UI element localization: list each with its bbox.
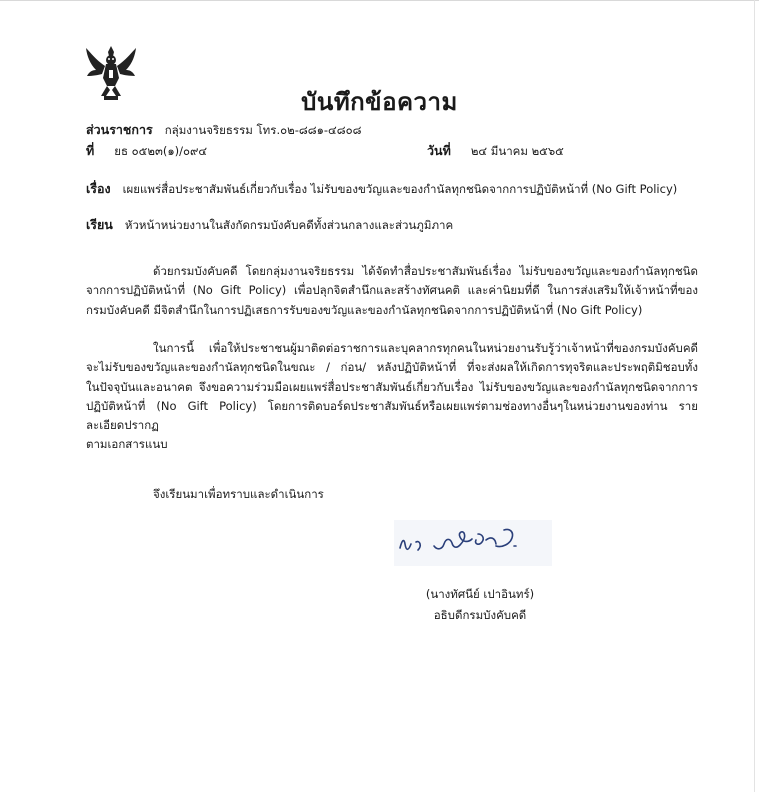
paragraph-request bbox=[86, 339, 698, 455]
paragraph-line: จากการปฏิบัติหน้าที่ (No Gift Policy) เพื่อปลุกจิตสำนึกและสร้างทัศนคติ และค่านิยมที่ดี ในการส่งเสริมให้เจ้าหน้าที่ของ bbox=[86, 283, 698, 298]
paragraph-line: ปฏิบัติหน้าที่ (No Gift Policy) โดยการติดบอร์ดประชาสัมพันธ์หรือเผยแพร่ตามช่องทางอื่นๆในหน่วยงานของท่าน ราย bbox=[86, 398, 698, 413]
paragraph-line: ตามเอกสารแนบ bbox=[86, 437, 168, 452]
date-value: ๒๔ มีนาคม ๒๕๖๕ bbox=[470, 144, 564, 158]
paragraph-intro bbox=[86, 262, 698, 320]
reference-label: ที่ bbox=[86, 143, 95, 158]
recipient-label: เรียน bbox=[86, 217, 113, 232]
paragraph-line: ในการนี้ เพื่อให้ประชาชนผู้มาติดต่อราชการและบุคลากรทุกคนในหน่วยงานรับรู้ว่าเจ้าหน้าที่ของกรมบังคับคดี bbox=[153, 341, 698, 355]
memo-title: บันทึกข้อความ bbox=[301, 88, 458, 116]
subject-label: เรื่อง bbox=[86, 181, 111, 196]
agency-value: กลุ่มงานจริยธรรม โทร.๐๒-๘๘๑-๔๘๐๘ bbox=[164, 123, 362, 137]
closing-line: จึงเรียนมาเพื่อทราบและดำเนินการ bbox=[153, 487, 324, 501]
agency-row bbox=[86, 120, 362, 140]
reference-number: ยธ ๐๕๒๓(๑)/๐๙๔ bbox=[114, 144, 208, 158]
agency-label: ส่วนราชการ bbox=[86, 122, 153, 137]
date-row bbox=[427, 141, 564, 161]
handwritten-signature bbox=[394, 520, 552, 566]
paragraph-line: จะไม่รับของขวัญและของกำนัลทุกชนิดในขณะ / ก่อน/ หลังปฏิบัติหน้าที่ ที่จะส่งผลให้เกิดการทุจริตและประพฤติมิชอบทั้ง bbox=[86, 360, 698, 375]
date-label: วันที่ bbox=[427, 143, 451, 158]
paragraph-line: ละเอียดปรากฏ bbox=[86, 418, 159, 433]
paragraph-line: ด้วยกรมบังคับคดี โดยกลุ่มงานจริยธรรม ได้จัดทำสื่อประชาสัมพันธ์เรื่อง ไม่รับของขวัญและของกำนัลทุกชนิด bbox=[153, 264, 698, 278]
signer-name: (นางทัศนีย์ เปาอินทร์) bbox=[425, 587, 535, 601]
subject-value: เผยแพร่สื่อประชาสัมพันธ์เกี่ยวกับเรื่อง ไม่รับของขวัญและของกำนัลทุกชนิดจากการปฏิบัติหน้าที่ (No Gift Policy) bbox=[122, 182, 678, 196]
paragraph-line: ในปัจจุบันและอนาคต จึงขอความร่วมมือเผยแพร่สื่อประชาสัมพันธ์เกี่ยวกับเรื่อง ไม่รับของขวัญและของกำนัลทุกชนิดจากการ bbox=[86, 379, 698, 394]
recipient-value: หัวหน้าหน่วยงานในสังกัดกรมบังคับคดีทั้งส่วนกลางและส่วนภูมิภาค bbox=[124, 218, 454, 232]
page-top-edge bbox=[0, 0, 759, 1]
recipient-row bbox=[86, 215, 453, 235]
paragraph-line: กรมบังคับคดี มีจิตสำนึกในการปฏิเสธการรับของขวัญและของกำนัลทุกชนิดจากการปฏิบัติหน้าที่ (No Gift Policy) bbox=[86, 302, 643, 317]
reference-row bbox=[86, 141, 207, 161]
signer-position: อธิบดีกรมบังคับคดี bbox=[433, 608, 527, 622]
subject-row bbox=[86, 179, 677, 199]
